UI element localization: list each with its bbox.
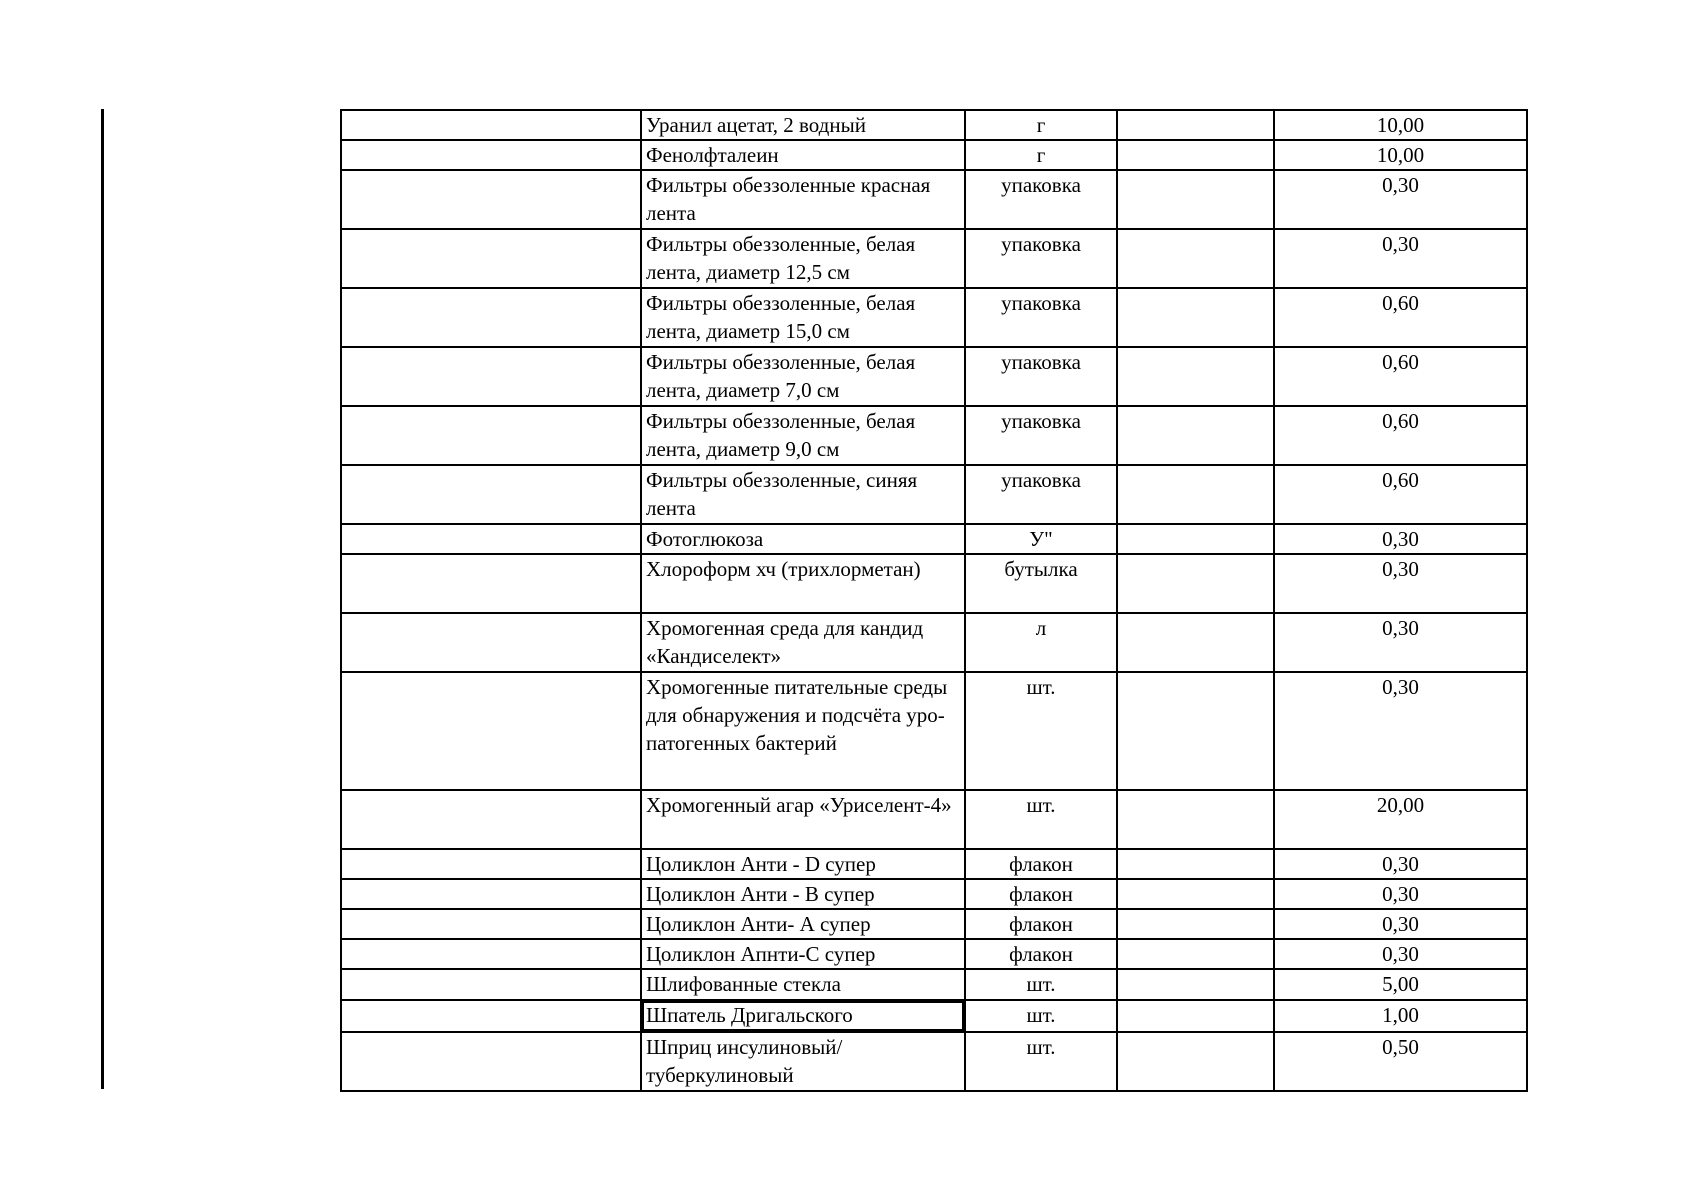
item-name: Цоликлон Апнти-С супер [641, 939, 965, 969]
item-unit: упаковка [965, 288, 1117, 347]
item-quantity: 0,30 [1274, 524, 1527, 554]
table-row [341, 790, 1527, 849]
supplies-table [340, 109, 1528, 1092]
blank-cell [341, 909, 641, 939]
item-name: Цоликлон Анти- А супер [641, 909, 965, 939]
item-quantity: 20,00 [1274, 790, 1527, 849]
item-quantity: 0,50 [1274, 1032, 1527, 1091]
item-quantity: 0,30 [1274, 909, 1527, 939]
item-quantity: 0,30 [1274, 939, 1527, 969]
item-unit: г [965, 110, 1117, 140]
blank-cell [341, 613, 641, 672]
item-name: Фильтры обеззоленные, белая лента, диаметр 9,0 см [641, 406, 965, 465]
item-unit: флакон [965, 909, 1117, 939]
table-row [341, 110, 1527, 140]
table-row [341, 347, 1527, 406]
item-name: Хлороформ хч (трихлорметан) [641, 554, 965, 613]
blank-cell [1117, 406, 1274, 465]
table-row [341, 1032, 1527, 1091]
blank-cell [341, 1032, 641, 1091]
item-name: Уранил ацетат, 2 водный [641, 110, 965, 140]
blank-cell [341, 969, 641, 1000]
item-quantity: 0,60 [1274, 465, 1527, 524]
item-unit: флакон [965, 849, 1117, 879]
blank-cell [1117, 524, 1274, 554]
table-row [341, 288, 1527, 347]
table-row [341, 849, 1527, 879]
item-name: Фильтры обеззоленные, синяя лента [641, 465, 965, 524]
blank-cell [1117, 672, 1274, 790]
table-row [341, 879, 1527, 909]
blank-cell [341, 879, 641, 909]
item-quantity: 10,00 [1274, 110, 1527, 140]
item-quantity: 0,30 [1274, 613, 1527, 672]
item-unit: упаковка [965, 347, 1117, 406]
table-row [341, 939, 1527, 969]
item-name: Фильтры обеззоленные, белая лента, диаметр 15,0 см [641, 288, 965, 347]
item-quantity: 0,60 [1274, 406, 1527, 465]
blank-cell [1117, 288, 1274, 347]
blank-cell [1117, 1032, 1274, 1091]
blank-cell [341, 524, 641, 554]
left-margin-rule [101, 109, 104, 1089]
item-name: Хромогенная среда для кандид «Кандиселект» [641, 613, 965, 672]
blank-cell [341, 347, 641, 406]
blank-cell [341, 1000, 641, 1032]
item-unit: упаковка [965, 170, 1117, 229]
item-quantity: 0,60 [1274, 347, 1527, 406]
blank-cell [341, 849, 641, 879]
table-row [341, 229, 1527, 288]
item-unit: шт. [965, 790, 1117, 849]
item-name: Шлифованные стекла [641, 969, 965, 1000]
item-unit: флакон [965, 939, 1117, 969]
item-name: Фенолфталеин [641, 140, 965, 170]
item-quantity: 0,30 [1274, 849, 1527, 879]
blank-cell [1117, 110, 1274, 140]
blank-cell [341, 110, 641, 140]
blank-cell [341, 170, 641, 229]
item-name: Фотоглюкоза [641, 524, 965, 554]
table-row [341, 140, 1527, 170]
blank-cell [341, 229, 641, 288]
table-row [341, 170, 1527, 229]
item-unit: упаковка [965, 229, 1117, 288]
blank-cell [1117, 554, 1274, 613]
item-name: Хромогенный агар «Уриселент-4» [641, 790, 965, 849]
blank-cell [1117, 909, 1274, 939]
item-name: Хромогенные питательные среды для обнаружения и подсчёта уро-патогенных бактерий [641, 672, 965, 790]
blank-cell [341, 140, 641, 170]
table-row [341, 524, 1527, 554]
table-row [341, 554, 1527, 613]
item-unit: г [965, 140, 1117, 170]
item-name: Фильтры обеззоленные, белая лента, диаметр 12,5 см [641, 229, 965, 288]
item-name: Шпатель Дригальского [641, 1000, 965, 1032]
item-quantity: 1,00 [1274, 1000, 1527, 1032]
item-quantity: 0,30 [1274, 554, 1527, 613]
blank-cell [1117, 140, 1274, 170]
item-unit: упаковка [965, 465, 1117, 524]
table-row [341, 909, 1527, 939]
item-quantity: 5,00 [1274, 969, 1527, 1000]
table-row [341, 613, 1527, 672]
table-row [341, 672, 1527, 790]
item-unit: У" [965, 524, 1117, 554]
blank-cell [1117, 229, 1274, 288]
blank-cell [341, 672, 641, 790]
item-unit: шт. [965, 1000, 1117, 1032]
blank-cell [341, 554, 641, 613]
blank-cell [1117, 465, 1274, 524]
table-row [341, 465, 1527, 524]
blank-cell [1117, 1000, 1274, 1032]
table-row [341, 406, 1527, 465]
item-quantity: 0,30 [1274, 672, 1527, 790]
item-name: Цоликлон Анти - В супер [641, 879, 965, 909]
item-unit: флакон [965, 879, 1117, 909]
table-row [341, 969, 1527, 1000]
blank-cell [1117, 969, 1274, 1000]
item-unit: шт. [965, 1032, 1117, 1091]
item-name: Фильтры обеззоленные красная лента [641, 170, 965, 229]
item-quantity: 10,00 [1274, 140, 1527, 170]
blank-cell [1117, 849, 1274, 879]
table-row [341, 1000, 1527, 1032]
blank-cell [341, 465, 641, 524]
blank-cell [1117, 613, 1274, 672]
item-unit: шт. [965, 969, 1117, 1000]
item-quantity: 0,30 [1274, 879, 1527, 909]
item-name: Цоликлон Анти - D супер [641, 849, 965, 879]
blank-cell [1117, 790, 1274, 849]
blank-cell [341, 790, 641, 849]
blank-cell [1117, 170, 1274, 229]
item-unit: л [965, 613, 1117, 672]
item-name: Фильтры обеззоленные, белая лента, диаметр 7,0 см [641, 347, 965, 406]
blank-cell [1117, 939, 1274, 969]
blank-cell [341, 406, 641, 465]
blank-cell [1117, 879, 1274, 909]
item-name: Шприц инсулиновый/ туберкулиновый [641, 1032, 965, 1091]
blank-cell [341, 288, 641, 347]
item-quantity: 0,30 [1274, 229, 1527, 288]
item-unit: упаковка [965, 406, 1117, 465]
item-quantity: 0,30 [1274, 170, 1527, 229]
item-unit: бутылка [965, 554, 1117, 613]
blank-cell [1117, 347, 1274, 406]
item-unit: шт. [965, 672, 1117, 790]
blank-cell [341, 939, 641, 969]
item-quantity: 0,60 [1274, 288, 1527, 347]
